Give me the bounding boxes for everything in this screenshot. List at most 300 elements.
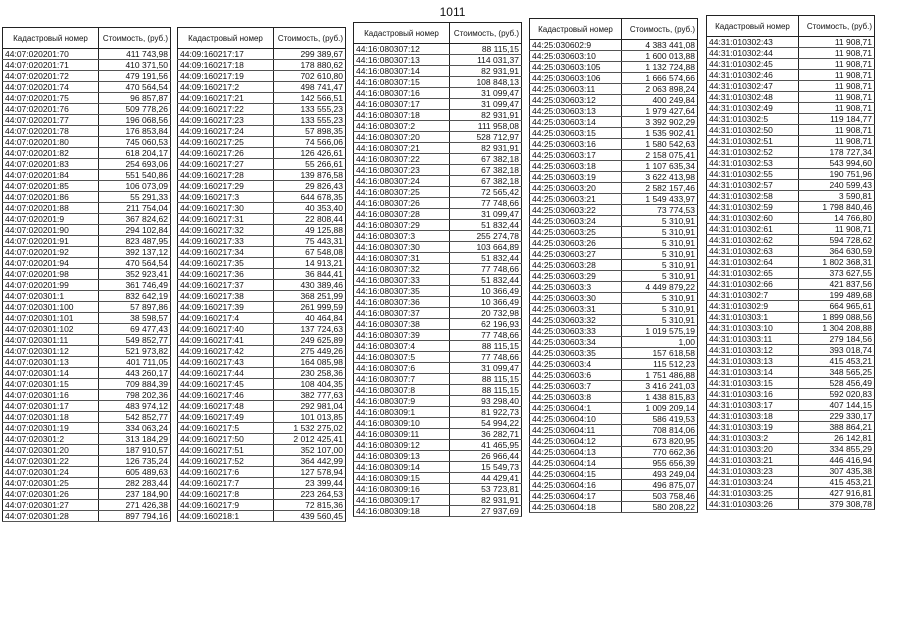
cost-value: 36 844,41	[274, 269, 346, 280]
cadastral-number: 44:31:010303:10	[707, 323, 799, 334]
cost-value: 673 820,95	[622, 436, 698, 447]
cadastral-number: 44:16:080307:7	[354, 374, 450, 385]
table-row	[178, 181, 346, 192]
table-row	[530, 480, 698, 491]
table-row	[3, 324, 171, 335]
table-row	[3, 159, 171, 170]
table-row	[707, 103, 875, 114]
cost-value: 38 598,57	[99, 313, 171, 324]
cost-value: 11 908,71	[799, 59, 875, 70]
cost-value: 1 107 635,34	[622, 161, 698, 172]
cost-value: 5 310,91	[622, 216, 698, 227]
table-row	[3, 214, 171, 225]
table-row	[354, 330, 522, 341]
cadastral-number: 44:07:020201:94	[3, 258, 99, 269]
cost-value: 77 748,66	[450, 330, 522, 341]
cadastral-number: 44:31:010303:11	[707, 334, 799, 345]
cadastral-number: 44:07:020301:18	[3, 412, 99, 423]
cadastral-number: 44:25:030603:106	[530, 73, 622, 84]
cadastral-number: 44:16:080307:3	[354, 231, 450, 242]
table-row	[707, 345, 875, 356]
cadastral-number: 44:31:010303:2	[707, 433, 799, 444]
table-row	[354, 418, 522, 429]
cadastral-number: 44:16:080307:22	[354, 154, 450, 165]
cadastral-number: 44:07:020201:84	[3, 170, 99, 181]
header-cadastral-number: Кадастровый номер	[3, 28, 99, 49]
cadastral-number: 44:16:080307:17	[354, 99, 450, 110]
table-row	[707, 180, 875, 191]
cost-value: 400 249,84	[622, 95, 698, 106]
cost-value: 157 618,58	[622, 348, 698, 359]
table-row	[178, 467, 346, 478]
cost-value: 503 758,46	[622, 491, 698, 502]
cadastral-number: 44:07:020301:102	[3, 324, 99, 335]
table-row	[530, 315, 698, 326]
table-row	[178, 379, 346, 390]
cadastral-number: 44:16:080309:13	[354, 451, 450, 462]
cadastral-number: 44:31:010302:49	[707, 103, 799, 114]
table-row	[707, 411, 875, 422]
cadastral-number: 44:09:160217:37	[178, 280, 274, 291]
header-cadastral-number: Кадастровый номер	[354, 23, 450, 44]
table-row	[178, 324, 346, 335]
table-row	[707, 455, 875, 466]
cost-value: 1 549 433,97	[622, 194, 698, 205]
cost-value: 708 814,06	[622, 425, 698, 436]
table-row	[3, 258, 171, 269]
table-row	[178, 159, 346, 170]
table-row	[178, 489, 346, 500]
table-row	[354, 385, 522, 396]
table-row	[3, 445, 171, 456]
cadastral-number: 44:07:020201:74	[3, 82, 99, 93]
cost-value: 77 748,66	[450, 352, 522, 363]
cost-value: 823 487,95	[99, 236, 171, 247]
cost-value: 3 622 413,98	[622, 172, 698, 183]
cost-value: 1 899 088,56	[799, 312, 875, 323]
table-row	[530, 84, 698, 95]
cost-value: 108 848,13	[450, 77, 522, 88]
table-row	[178, 302, 346, 313]
cost-value: 51 832,44	[450, 275, 522, 286]
cadastral-number: 44:16:080307:20	[354, 132, 450, 143]
cost-value: 26 142,81	[799, 433, 875, 444]
cadastral-number: 44:09:160217:24	[178, 126, 274, 137]
table-row	[530, 381, 698, 392]
table-row	[354, 451, 522, 462]
cadastral-number: 44:25:030603:32	[530, 315, 622, 326]
cadastral-number: 44:25:030604:1	[530, 403, 622, 414]
cadastral-number: 44:31:010302:65	[707, 268, 799, 279]
table-row	[354, 66, 522, 77]
table-row	[178, 225, 346, 236]
table-row	[707, 136, 875, 147]
cadastral-number: 44:25:030603:105	[530, 62, 622, 73]
table-row	[707, 477, 875, 488]
cost-value: 11 908,71	[799, 136, 875, 147]
cadastral-number: 44:31:010302:61	[707, 224, 799, 235]
cadastral-number: 44:16:080307:35	[354, 286, 450, 297]
cadastral-number: 44:07:020301:26	[3, 489, 99, 500]
cost-value: 592 020,83	[799, 389, 875, 400]
table-row	[3, 478, 171, 489]
cost-value: 594 728,62	[799, 235, 875, 246]
table-row	[530, 117, 698, 128]
table-row	[354, 308, 522, 319]
cadastral-number: 44:07:020301:13	[3, 357, 99, 368]
table-row	[354, 275, 522, 286]
cost-value: 230 258,36	[274, 368, 346, 379]
table-row	[3, 467, 171, 478]
cadastral-number: 44:09:160217:3	[178, 192, 274, 203]
cadastral-number: 44:07:020201:76	[3, 104, 99, 115]
cost-value: 57 898,35	[274, 126, 346, 137]
cost-value: 11 908,71	[799, 37, 875, 48]
cadastral-number: 44:07:020201:82	[3, 148, 99, 159]
cadastral-number: 44:16:080307:8	[354, 385, 450, 396]
cadastral-number: 44:25:030604:15	[530, 469, 622, 480]
cost-value: 101 013,85	[274, 412, 346, 423]
cadastral-number: 44:25:030603:14	[530, 117, 622, 128]
table-row	[354, 44, 522, 55]
cost-value: 119 184,77	[799, 114, 875, 125]
cadastral-number: 44:31:010302:64	[707, 257, 799, 268]
cost-value: 1 802 368,31	[799, 257, 875, 268]
cadastral-number: 44:16:080307:30	[354, 242, 450, 253]
cadastral-number: 44:09:160217:51	[178, 445, 274, 456]
cadastral-number: 44:09:160217:28	[178, 170, 274, 181]
cost-value: 40 464,84	[274, 313, 346, 324]
table-row	[707, 70, 875, 81]
table-row	[530, 348, 698, 359]
cost-value: 49 125,88	[274, 225, 346, 236]
cost-value: 1 751 486,88	[622, 370, 698, 381]
table-row	[354, 231, 522, 242]
cost-value: 498 741,47	[274, 82, 346, 93]
cost-value: 77 748,66	[450, 264, 522, 275]
cost-value: 294 102,84	[99, 225, 171, 236]
cost-value: 2 012 425,41	[274, 434, 346, 445]
cadastral-number: 44:07:020301:28	[3, 511, 99, 522]
cadastral-number: 44:09:160217:34	[178, 247, 274, 258]
table-row	[707, 400, 875, 411]
cost-value: 81 922,73	[450, 407, 522, 418]
cadastral-number: 44:25:030603:11	[530, 84, 622, 95]
cost-value: 82 931,91	[450, 143, 522, 154]
cost-value: 415 453,21	[799, 356, 875, 367]
header-cadastral-number: Кадастровый номер	[530, 19, 622, 40]
cadastral-number: 44:31:010303:19	[707, 422, 799, 433]
cadastral-number: 44:09:160217:29	[178, 181, 274, 192]
table-row	[707, 158, 875, 169]
cadastral-number: 44:07:020201:83	[3, 159, 99, 170]
cost-value: 14 766,80	[799, 213, 875, 224]
cost-value: 644 678,35	[274, 192, 346, 203]
table-row	[178, 390, 346, 401]
cadastral-number: 44:09:160217:42	[178, 346, 274, 357]
cadastral-number: 44:07:020201:75	[3, 93, 99, 104]
cadastral-number: 44:16:080307:6	[354, 363, 450, 374]
cadastral-number: 44:09:160217:45	[178, 379, 274, 390]
cadastral-number: 44:09:160217:18	[178, 60, 274, 71]
table-row	[178, 445, 346, 456]
cadastral-number: 44:07:020201:85	[3, 181, 99, 192]
table-row	[707, 257, 875, 268]
cost-value: 401 711,05	[99, 357, 171, 368]
table-row	[530, 205, 698, 216]
cadastral-number: 44:25:030603:29	[530, 271, 622, 282]
cost-value: 126 426,61	[274, 148, 346, 159]
table-row	[530, 95, 698, 106]
cadastral-number: 44:09:160217:46	[178, 390, 274, 401]
table-row	[178, 401, 346, 412]
cost-value: 5 310,91	[622, 315, 698, 326]
table-row	[178, 412, 346, 423]
cost-value: 178 727,34	[799, 147, 875, 158]
cost-value: 62 196,93	[450, 319, 522, 330]
table-row	[530, 337, 698, 348]
table-row	[707, 48, 875, 59]
cadastral-number: 44:25:030603:4	[530, 359, 622, 370]
table-row	[354, 352, 522, 363]
cadastral-number: 44:16:080307:31	[354, 253, 450, 264]
table-row	[530, 62, 698, 73]
table-row	[530, 194, 698, 205]
table-row	[178, 82, 346, 93]
table-row	[530, 128, 698, 139]
cost-value: 3 392 902,29	[622, 117, 698, 128]
cost-value: 51 832,44	[450, 220, 522, 231]
cost-value: 439 560,45	[274, 511, 346, 522]
cost-value: 88 115,15	[450, 341, 522, 352]
table-row	[530, 161, 698, 172]
cadastral-number: 44:25:030603:22	[530, 205, 622, 216]
table-row	[3, 500, 171, 511]
table-row	[707, 191, 875, 202]
table-row	[530, 447, 698, 458]
cost-value: 299 389,67	[274, 49, 346, 60]
cadastral-number: 44:09:160217:32	[178, 225, 274, 236]
table-row	[354, 319, 522, 330]
cost-value: 368 251,99	[274, 291, 346, 302]
header-cost: Стоимость, (руб.)	[450, 23, 522, 44]
cost-value: 470 564,54	[99, 258, 171, 269]
cost-value: 36 282,71	[450, 429, 522, 440]
cost-value: 702 610,80	[274, 71, 346, 82]
cadastral-number: 44:07:020301:20	[3, 445, 99, 456]
cost-value: 74 566,06	[274, 137, 346, 148]
header-cost: Стоимость, (руб.)	[799, 16, 875, 37]
table-row	[354, 286, 522, 297]
cadastral-number: 44:31:010303:14	[707, 367, 799, 378]
cadastral-number: 44:25:030603:31	[530, 304, 622, 315]
cost-value: 580 208,22	[622, 502, 698, 513]
cadastral-number: 44:16:080307:25	[354, 187, 450, 198]
cost-value: 605 489,63	[99, 467, 171, 478]
cadastral-number: 44:16:080307:21	[354, 143, 450, 154]
table-row	[178, 192, 346, 203]
table-row	[3, 401, 171, 412]
cost-value: 5 310,91	[622, 293, 698, 304]
header-cost: Стоимость, (руб.)	[274, 28, 346, 49]
cadastral-number: 44:31:010302:45	[707, 59, 799, 70]
table-row	[354, 363, 522, 374]
cost-value: 443 260,17	[99, 368, 171, 379]
cadastral-number: 44:25:030604:11	[530, 425, 622, 436]
table-row	[354, 506, 522, 517]
cost-value: 67 382,18	[450, 165, 522, 176]
cost-value: 3 590,81	[799, 191, 875, 202]
cost-value: 77 748,66	[450, 198, 522, 209]
cost-value: 31 099,47	[450, 99, 522, 110]
table-row	[3, 148, 171, 159]
table-row	[354, 264, 522, 275]
cadastral-number: 44:07:020201:70	[3, 49, 99, 60]
cadastral-number: 44:25:030603:28	[530, 260, 622, 271]
cost-value: 745 060,53	[99, 137, 171, 148]
table-row	[178, 346, 346, 357]
cost-value: 373 627,55	[799, 268, 875, 279]
cadastral-number: 44:09:160217:6	[178, 467, 274, 478]
cost-value: 955 656,39	[622, 458, 698, 469]
cost-value: 5 310,91	[622, 249, 698, 260]
table-row	[707, 92, 875, 103]
cadastral-number: 44:25:030603:26	[530, 238, 622, 249]
cadastral-number: 44:16:080309:15	[354, 473, 450, 484]
cadastral-number: 44:16:080309:17	[354, 495, 450, 506]
cadastral-number: 44:25:030603:7	[530, 381, 622, 392]
cost-value: 115 512,23	[622, 359, 698, 370]
cadastral-number: 44:31:010302:59	[707, 202, 799, 213]
cost-value: 11 908,71	[799, 125, 875, 136]
cost-value: 1 979 427,64	[622, 106, 698, 117]
cost-value: 479 191,56	[99, 71, 171, 82]
cost-value: 4 449 879,22	[622, 282, 698, 293]
cost-value: 11 908,71	[799, 81, 875, 92]
cost-value: 31 099,47	[450, 363, 522, 374]
cost-value: 521 973,82	[99, 346, 171, 357]
cost-value: 82 931,91	[450, 495, 522, 506]
cost-value: 542 852,77	[99, 412, 171, 423]
table-row	[354, 121, 522, 132]
table-row	[3, 269, 171, 280]
cost-value: 271 426,38	[99, 500, 171, 511]
cadastral-number: 44:07:020301:24	[3, 467, 99, 478]
cost-value: 11 908,71	[799, 70, 875, 81]
cadastral-number: 44:25:030603:24	[530, 216, 622, 227]
cost-value: 96 857,87	[99, 93, 171, 104]
table-row	[707, 59, 875, 70]
table-row	[178, 247, 346, 258]
table-row	[707, 312, 875, 323]
cost-value: 364 630,59	[799, 246, 875, 257]
table-row	[707, 279, 875, 290]
cadastral-number: 44:16:080307:37	[354, 308, 450, 319]
cost-value: 178 880,62	[274, 60, 346, 71]
table-row	[3, 511, 171, 522]
table-row	[707, 202, 875, 213]
table-row	[3, 236, 171, 247]
table-row	[530, 139, 698, 150]
cost-value: 410 371,50	[99, 60, 171, 71]
cost-value: 176 853,84	[99, 126, 171, 137]
cost-value: 11 908,71	[799, 48, 875, 59]
cost-value: 407 144,15	[799, 400, 875, 411]
cost-value: 1 580 542,63	[622, 139, 698, 150]
table-row	[354, 77, 522, 88]
cadastral-number: 44:16:080307:13	[354, 55, 450, 66]
cost-value: 55 291,33	[99, 192, 171, 203]
table-row	[354, 396, 522, 407]
cost-value: 82 931,91	[450, 110, 522, 121]
cadastral-number: 44:16:080307:39	[354, 330, 450, 341]
cost-value: 10 366,49	[450, 297, 522, 308]
cost-value: 199 489,68	[799, 290, 875, 301]
cost-value: 88 115,15	[450, 385, 522, 396]
cadastral-number: 44:25:030603:34	[530, 337, 622, 348]
cadastral-number: 44:25:030603:16	[530, 139, 622, 150]
table-row	[707, 444, 875, 455]
table-row	[707, 246, 875, 257]
cost-value: 307 435,38	[799, 466, 875, 477]
table-row	[530, 370, 698, 381]
table-row	[354, 187, 522, 198]
cost-value: 106 073,09	[99, 181, 171, 192]
cadastral-number: 44:16:080307:5	[354, 352, 450, 363]
cost-value: 313 184,29	[99, 434, 171, 445]
table-row	[178, 511, 346, 522]
cadastral-number: 44:16:080307:26	[354, 198, 450, 209]
table-row	[3, 203, 171, 214]
cost-value: 40 353,40	[274, 203, 346, 214]
table-row	[178, 126, 346, 137]
table-row	[707, 147, 875, 158]
cadastral-number: 44:31:010303:16	[707, 389, 799, 400]
cadastral-number: 44:31:010302:44	[707, 48, 799, 59]
cadastral-number: 44:07:020201:72	[3, 71, 99, 82]
cadastral-number: 44:31:010302:50	[707, 125, 799, 136]
cadastral-number: 44:07:020201:78	[3, 126, 99, 137]
cadastral-number: 44:16:080307:9	[354, 396, 450, 407]
cost-value: 67 382,18	[450, 154, 522, 165]
cadastral-number: 44:07:020301:12	[3, 346, 99, 357]
cost-value: 770 662,36	[622, 447, 698, 458]
cadastral-number: 44:31:010303:18	[707, 411, 799, 422]
cadastral-number: 44:16:080307:14	[354, 66, 450, 77]
table-row	[707, 389, 875, 400]
cadastral-number: 44:07:020201:99	[3, 280, 99, 291]
table-row	[707, 422, 875, 433]
cadastral-number: 44:31:010303:12	[707, 345, 799, 356]
cost-value: 1 600 013,88	[622, 51, 698, 62]
table-row	[530, 469, 698, 480]
cost-value: 411 743,98	[99, 49, 171, 60]
cadastral-number: 44:09:160217:17	[178, 49, 274, 60]
cadastral-number: 44:31:010303:17	[707, 400, 799, 411]
cadastral-number: 44:31:010302:48	[707, 92, 799, 103]
table-row	[354, 165, 522, 176]
cadastral-number: 44:09:160217:19	[178, 71, 274, 82]
table-row	[3, 368, 171, 379]
cadastral-number: 44:07:020201:90	[3, 225, 99, 236]
table-row	[3, 335, 171, 346]
table-row	[3, 434, 171, 445]
table-row	[3, 115, 171, 126]
cost-value: 67 382,18	[450, 176, 522, 187]
cost-value: 1 535 902,41	[622, 128, 698, 139]
cost-value: 528 712,97	[450, 132, 522, 143]
cost-value: 27 937,69	[450, 506, 522, 517]
